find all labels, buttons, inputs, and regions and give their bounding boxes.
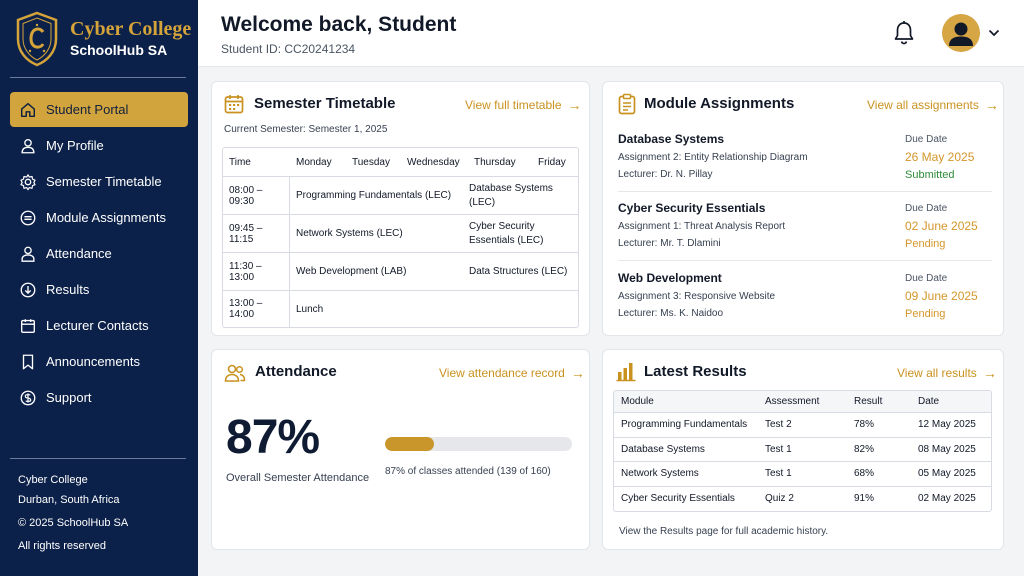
monday-cell: Web Development (LAB) — [296, 266, 407, 277]
due-date: 26 May 2025 — [905, 150, 975, 164]
footer-copyright: © 2025 SchoolHub SA — [18, 517, 129, 529]
assignment-description: Assignment 1: Threat Analysis Report — [618, 221, 786, 232]
timetable-card — [211, 81, 590, 336]
sidebar-item-support[interactable] — [10, 380, 188, 415]
user-icon — [18, 136, 38, 156]
monday-cell: Lunch — [296, 303, 324, 315]
link-label: View all results — [897, 366, 977, 380]
due-date-label: Due Date — [905, 203, 948, 214]
module-cell: Network Systems — [621, 468, 699, 480]
module-cell: Database Systems — [621, 443, 705, 455]
home-icon — [18, 100, 38, 120]
table-row — [614, 487, 991, 512]
notification-bell-icon[interactable] — [892, 20, 916, 46]
avatar[interactable] — [942, 14, 980, 52]
thursday-cell — [463, 291, 578, 327]
sidebar-item-label: Lecturer Contacts — [46, 318, 149, 333]
person-icon — [18, 244, 38, 264]
column-header: Result — [854, 396, 883, 407]
bar-chart-icon — [615, 360, 637, 382]
sidebar-item-label: Student Portal — [46, 102, 129, 117]
result-cell: 78% — [854, 419, 875, 431]
brand[interactable] — [14, 10, 194, 68]
view-full-timetable-link[interactable] — [465, 97, 582, 113]
assignment-icon — [18, 208, 38, 228]
assignment-lecturer: Lecturer: Dr. N. Pillay — [618, 169, 713, 180]
due-date: 02 June 2025 — [905, 219, 978, 233]
sidebar-item-label: Announcements — [46, 354, 140, 369]
table-row — [223, 177, 578, 215]
assignment-lecturer: Lecturer: Mr. T. Dlamini — [618, 238, 721, 249]
divider — [10, 458, 186, 459]
divider — [618, 260, 992, 261]
attendance-progress-fill — [385, 437, 434, 451]
clipboard-icon — [616, 93, 638, 115]
column-header: Tuesday — [352, 156, 390, 168]
table-header-row — [614, 391, 991, 413]
assessment-cell: Test 2 — [765, 419, 792, 431]
table-row — [614, 413, 991, 438]
table-row — [223, 291, 578, 327]
thursday-cell: Cyber Security Essentials (LEC) — [469, 220, 544, 246]
attendance-progress-bar — [385, 437, 572, 451]
footer-location: Durban, South Africa — [18, 494, 120, 506]
users-icon — [224, 362, 246, 384]
arrow-right-icon: → — [570, 365, 585, 381]
gear-icon — [18, 172, 38, 192]
timetable-title: Semester Timetable — [254, 95, 396, 112]
due-date-label: Due Date — [905, 134, 948, 145]
sidebar-item-module-assignments[interactable] — [10, 200, 188, 235]
arrow-right-icon: → — [567, 97, 582, 113]
assessment-cell: Test 1 — [765, 468, 792, 480]
result-cell: 82% — [854, 443, 875, 455]
column-header: Assessment — [765, 396, 820, 407]
attendance-card — [211, 349, 590, 550]
results-title: Latest Results — [644, 363, 747, 380]
due-date: 09 June 2025 — [905, 289, 978, 303]
sidebar-item-label: Results — [46, 282, 90, 297]
footer-rights: All rights reserved — [18, 540, 107, 552]
arrow-right-icon: → — [982, 365, 997, 381]
sidebar-item-label: Support — [46, 390, 92, 405]
date-cell: 05 May 2025 — [918, 468, 976, 480]
results-card — [602, 349, 1004, 550]
thursday-cell: Data Structures (LEC) — [469, 265, 568, 277]
sidebar-item-attendance[interactable] — [10, 236, 188, 271]
monday-cell: Network Systems (LEC) — [296, 228, 403, 239]
college-shield-logo — [14, 11, 60, 67]
view-all-results-link[interactable] — [897, 365, 997, 381]
sidebar-item-my-profile[interactable] — [10, 128, 188, 163]
thursday-cell: Database Systems (LEC) — [469, 182, 553, 208]
date-cell: 12 May 2025 — [918, 419, 976, 431]
assessment-cell: Test 1 — [765, 443, 792, 455]
attendance-percentage: 87% — [226, 411, 320, 464]
date-cell: 02 May 2025 — [918, 493, 976, 505]
link-label: View attendance record — [439, 366, 565, 380]
column-header: Time — [229, 156, 251, 168]
sidebar-item-label: Attendance — [46, 246, 112, 261]
results-table — [613, 390, 992, 512]
brand-subtitle: SchoolHub SA — [70, 42, 168, 58]
assignment-item[interactable] — [618, 271, 992, 337]
date-cell: 08 May 2025 — [918, 443, 976, 455]
assignment-module: Database Systems — [618, 132, 725, 146]
divider — [10, 77, 186, 78]
attendance-note: 87% of classes attended (139 of 160) — [385, 466, 551, 477]
column-header: Wednesday — [407, 156, 460, 168]
sidebar-item-student-portal[interactable] — [10, 92, 188, 127]
chevron-down-icon[interactable] — [988, 28, 1000, 38]
assignment-item[interactable] — [618, 132, 992, 198]
table-header-row — [223, 148, 578, 177]
student-id: Student ID: CC20241234 — [221, 42, 356, 56]
sidebar-item-announcements[interactable] — [10, 344, 188, 379]
time-cell: 11:30 – 13:00 — [223, 253, 290, 290]
table-row — [223, 215, 578, 253]
brand-name: Cyber College — [70, 18, 192, 40]
column-header: Monday — [296, 156, 332, 168]
sidebar-footer — [18, 470, 128, 556]
page-title: Welcome back, Student — [221, 13, 457, 36]
sidebar — [0, 0, 198, 576]
status-badge: Pending — [905, 238, 946, 250]
result-cell: 68% — [854, 468, 875, 480]
sidebar-nav — [10, 92, 188, 416]
link-label: View all assignments — [867, 98, 979, 112]
sidebar-item-lecturer-contacts[interactable] — [10, 308, 188, 343]
attendance-title: Attendance — [255, 363, 337, 380]
user-avatar-icon — [942, 14, 980, 52]
time-cell: 13:00 – 14:00 — [223, 291, 290, 327]
monday-cell: Programming Fundamentals (LEC) — [296, 190, 452, 201]
link-label: View full timetable — [465, 98, 562, 112]
time-cell: 08:00 – 09:30 — [223, 177, 290, 214]
arrow-right-icon: → — [984, 97, 999, 113]
footer-college: Cyber College — [18, 474, 88, 486]
result-cell: 91% — [854, 493, 875, 505]
table-row — [614, 438, 991, 463]
status-badge: Pending — [905, 308, 946, 320]
column-header: Thursday — [474, 156, 516, 168]
module-cell: Cyber Security Essentials — [621, 493, 735, 505]
sidebar-item-label: Module Assignments — [46, 210, 166, 225]
support-icon — [18, 388, 38, 408]
assignments-card — [602, 81, 1004, 336]
column-header: Friday — [538, 156, 566, 168]
calendar-icon — [223, 93, 245, 115]
column-header: Module — [621, 396, 654, 407]
bookmark-icon — [18, 352, 38, 372]
time-cell: 09:45 – 11:15 — [223, 215, 290, 252]
assignment-item[interactable] — [618, 201, 992, 267]
contacts-icon — [18, 316, 38, 336]
sidebar-item-results[interactable] — [10, 272, 188, 307]
assignment-module: Web Development — [618, 271, 722, 285]
download-icon — [18, 280, 38, 300]
view-all-assignments-link[interactable] — [867, 97, 999, 113]
table-row — [614, 462, 991, 487]
module-cell: Programming Fundamentals — [621, 419, 748, 431]
sidebar-item-label: Semester Timetable — [46, 174, 162, 189]
timetable-table — [222, 147, 579, 328]
current-semester: Current Semester: Semester 1, 2025 — [224, 124, 388, 135]
assignment-description: Assignment 2: Entity Relationship Diagram — [618, 152, 808, 163]
sidebar-item-label: My Profile — [46, 138, 104, 153]
sidebar-item-semester-timetable[interactable] — [10, 164, 188, 199]
attendance-label: Overall Semester Attendance — [226, 472, 370, 484]
results-note: View the Results page for full academic history. — [619, 526, 829, 537]
top-header — [198, 0, 1024, 67]
status-badge: Submitted — [905, 169, 955, 181]
assignment-lecturer: Lecturer: Ms. K. Naidoo — [618, 308, 724, 319]
assignment-module: Cyber Security Essentials — [618, 201, 766, 215]
due-date-label: Due Date — [905, 273, 948, 284]
table-row — [223, 253, 578, 291]
assessment-cell: Quiz 2 — [765, 493, 794, 505]
assignment-description: Assignment 3: Responsive Website — [618, 291, 776, 302]
divider — [618, 191, 992, 192]
assignments-title: Module Assignments — [644, 95, 795, 112]
column-header: Date — [918, 396, 940, 407]
view-attendance-record-link[interactable] — [439, 365, 585, 381]
